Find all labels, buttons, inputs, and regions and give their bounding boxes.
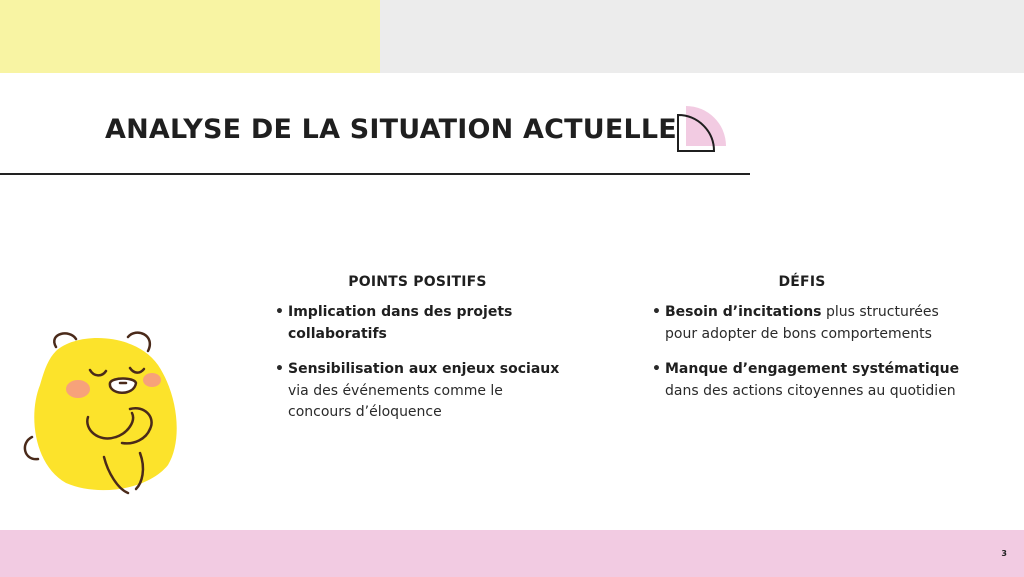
top-grey-band [380,0,1024,73]
challenges-list [652,302,962,402]
list-item-text: dans des actions citoyennes au quotidien [665,382,956,399]
positives-heading: POINTS POSITIFS [348,274,487,290]
positives-list [275,302,565,424]
challenges-heading: DÉFIS [778,274,826,290]
list-item-text: via des événements comme le concours d’éloquence [288,382,503,420]
positives-column [275,274,565,438]
list-item [652,302,962,345]
slide-title: ANALYSE DE LA SITUATION ACTUELLE [105,114,677,145]
list-item [275,302,565,345]
list-item-text: plus structurées pour adopter de bons comportements [665,304,939,342]
list-item-bold: Besoin d’incitations [665,304,822,320]
list-item [652,359,962,402]
bottom-pink-band [0,530,1024,577]
bear-illustration-icon [18,325,188,500]
quarter-circle-decoration-icon [674,104,730,156]
list-item [275,359,565,424]
top-yellow-band [0,0,380,73]
list-item-bold: Sensibilisation aux enjeux sociaux [288,361,560,377]
title-underline [0,173,750,175]
page-number: 3 [1001,549,1007,558]
challenges-column [652,274,962,416]
list-item-bold: Manque d’engagement systématique [665,361,960,377]
list-item-bold: Implication dans des projets collaboratifs [288,304,513,342]
